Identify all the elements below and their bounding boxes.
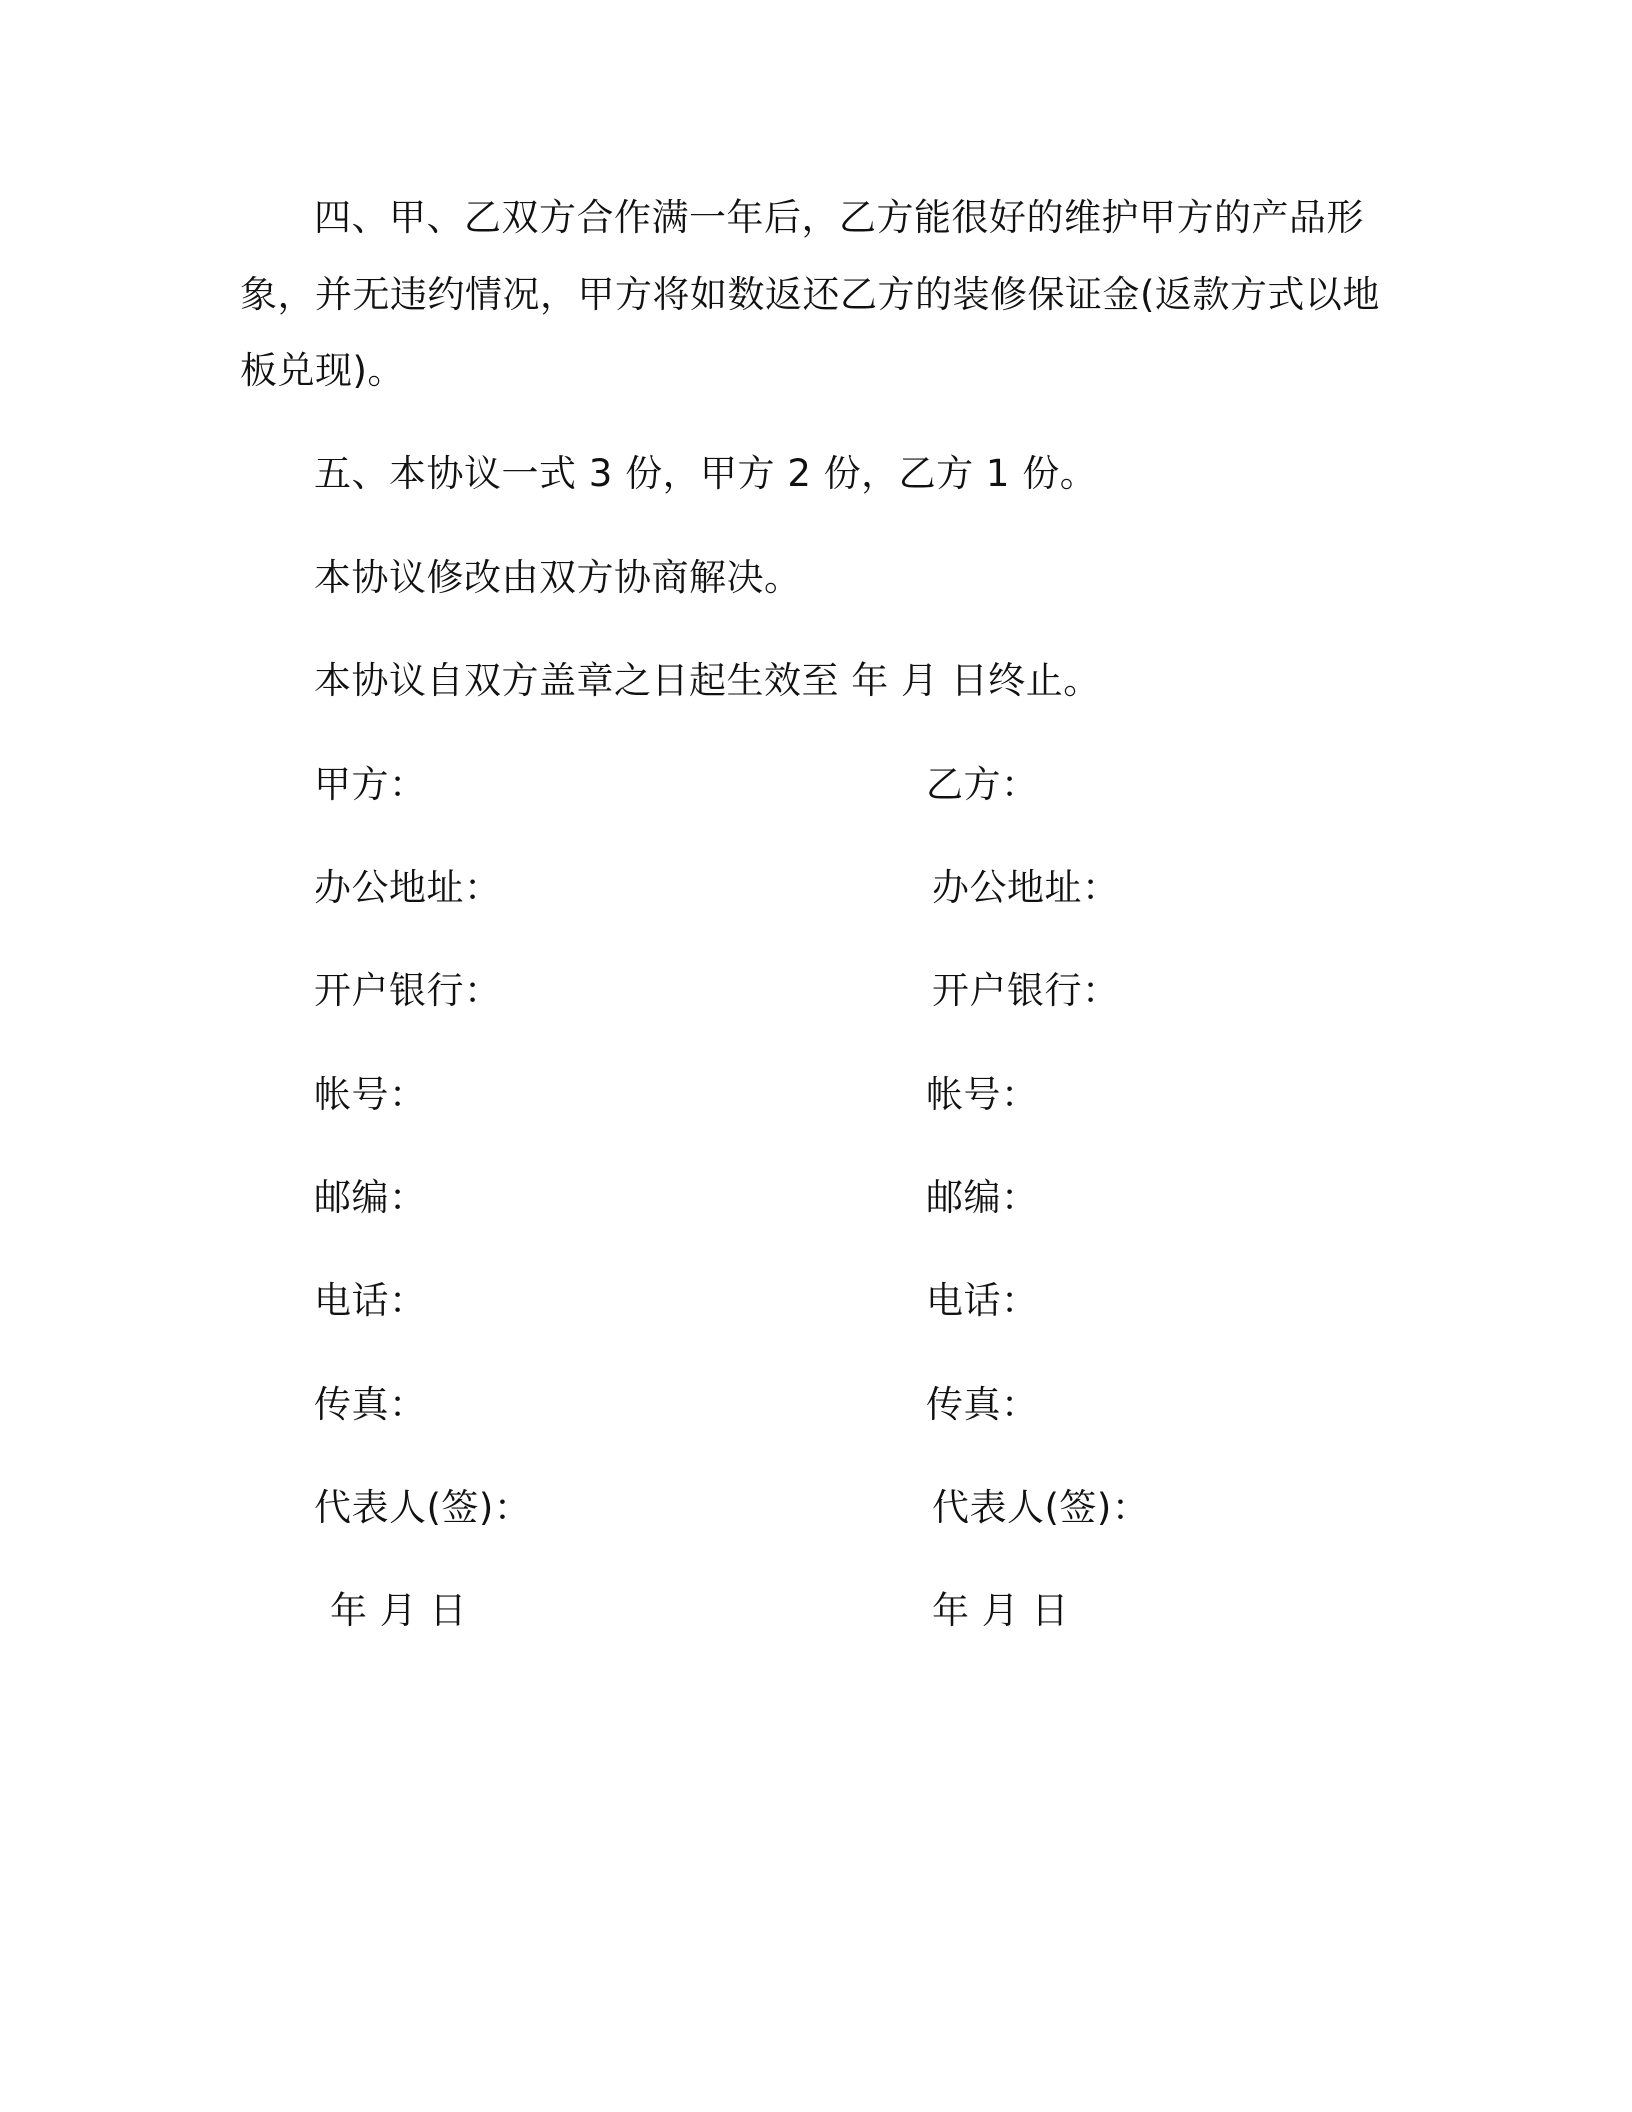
party-a-representative-label: 代表人(签)： — [314, 1486, 532, 1529]
clause-4-line-3: 板兑现)。 — [240, 349, 405, 392]
clause-5: 五、本协议一式 3 份，甲方 2 份，乙方 1 份。 — [314, 452, 1098, 495]
party-b-account-label: 帐号： — [926, 1073, 1039, 1116]
party-a-label: 甲方： — [314, 763, 427, 806]
party-a-postcode-label: 邮编： — [314, 1176, 427, 1219]
party-a-fax-label: 传真： — [314, 1383, 427, 1426]
party-b-bank-label: 开户银行： — [932, 969, 1120, 1012]
party-b-label: 乙方： — [926, 763, 1039, 806]
modification-clause: 本协议修改由双方协商解决。 — [314, 556, 802, 599]
clause-4-line-1: 四、甲、乙双方合作满一年后，乙方能很好的维护甲方的产品形 — [314, 196, 1364, 239]
party-a-address-label: 办公地址： — [314, 866, 502, 909]
party-b-representative-label: 代表人(签)： — [932, 1486, 1150, 1529]
party-a-date-label: 年 月 日 — [330, 1589, 468, 1632]
party-b-fax-label: 传真： — [926, 1383, 1039, 1426]
party-a-account-label: 帐号： — [314, 1073, 427, 1116]
party-b-postcode-label: 邮编： — [926, 1176, 1039, 1219]
party-a-bank-label: 开户银行： — [314, 969, 502, 1012]
party-b-phone-label: 电话： — [926, 1279, 1039, 1322]
effective-clause: 本协议自双方盖章之日起生效至 年 月 日终止。 — [314, 659, 1101, 702]
party-b-date-label: 年 月 日 — [932, 1589, 1070, 1632]
party-b-address-label: 办公地址： — [932, 866, 1120, 909]
clause-4-line-2: 象，并无违约情况，甲方将如数返还乙方的装修保证金(返款方式以地 — [240, 273, 1380, 316]
party-a-phone-label: 电话： — [314, 1279, 427, 1322]
